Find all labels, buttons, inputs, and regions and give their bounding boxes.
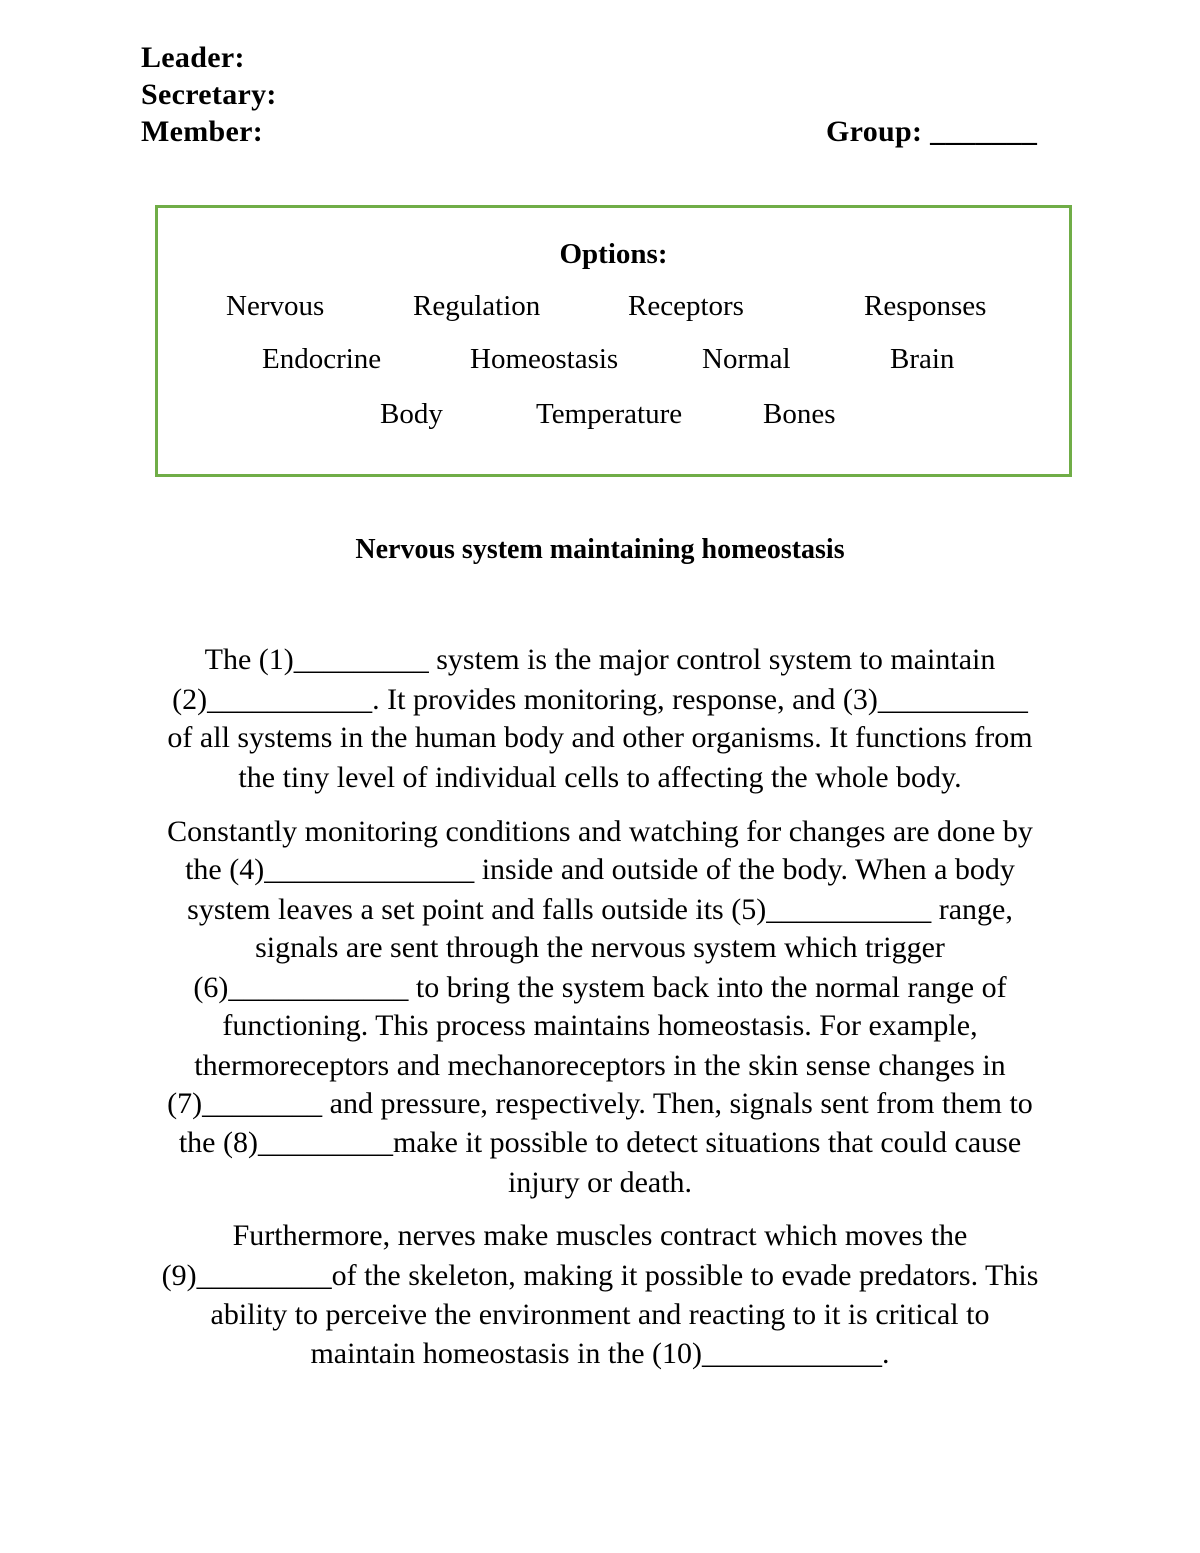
option-item: Body — [380, 398, 443, 430]
text-line: functioning. This process maintains homeostasis. For example, — [222, 1009, 978, 1042]
option-item: Temperature — [536, 398, 683, 430]
text-line: (9)_________of the skeleton, making it possible to evade predators. This — [161, 1259, 1039, 1292]
group-label: Group: _______ — [826, 115, 1038, 148]
text-line: ability to perceive the environment and reacting to it is critical to — [210, 1298, 990, 1331]
text-line: the (8)_________make it possible to detect situations that could cause — [178, 1126, 1022, 1159]
option-item: Bones — [763, 398, 836, 430]
option-item: Receptors — [628, 290, 744, 322]
text-line: system leaves a set point and falls outside its (5)___________ range, — [187, 893, 1013, 926]
option-item: Regulation — [413, 290, 541, 322]
leader-label: Leader: — [141, 41, 245, 74]
text-line: signals are sent through the nervous system which trigger — [255, 931, 945, 964]
text-line: (6)____________ to bring the system back into the normal range of — [193, 971, 1007, 1004]
worksheet-title: Nervous system maintaining homeostasis — [355, 534, 845, 565]
option-item: Normal — [702, 343, 791, 375]
text-line: (7)________ and pressure, respectively. Then, signals sent from them to — [167, 1087, 1033, 1120]
text-line: thermoreceptors and mechanoreceptors in the skin sense changes in — [194, 1049, 1006, 1082]
option-item: Brain — [890, 343, 955, 375]
text-line: The (1)_________ system is the major control system to maintain — [204, 643, 996, 676]
options-title: Options: — [559, 238, 668, 270]
text-line: Constantly monitoring conditions and watching for changes are done by — [167, 815, 1033, 848]
option-item: Homeostasis — [470, 343, 619, 375]
text-line: (2)___________. It provides monitoring, response, and (3)__________ — [172, 683, 1028, 716]
options-box — [155, 205, 1072, 477]
option-item: Nervous — [226, 290, 325, 322]
text-line: maintain homeostasis in the (10)____________. — [310, 1337, 890, 1370]
text-line: the (4)______________ inside and outside of the body. When a body — [185, 853, 1015, 886]
text-line: Furthermore, nerves make muscles contract which moves the — [232, 1219, 968, 1252]
secretary-label: Secretary: — [141, 78, 277, 111]
member-label: Member: — [141, 115, 264, 148]
option-item: Responses — [864, 290, 987, 322]
option-item: Endocrine — [262, 343, 382, 375]
text-line: the tiny level of individual cells to affecting the whole body. — [238, 761, 962, 794]
text-line: of all systems in the human body and other organisms. It functions from — [167, 721, 1033, 754]
text-line: injury or death. — [507, 1166, 693, 1199]
